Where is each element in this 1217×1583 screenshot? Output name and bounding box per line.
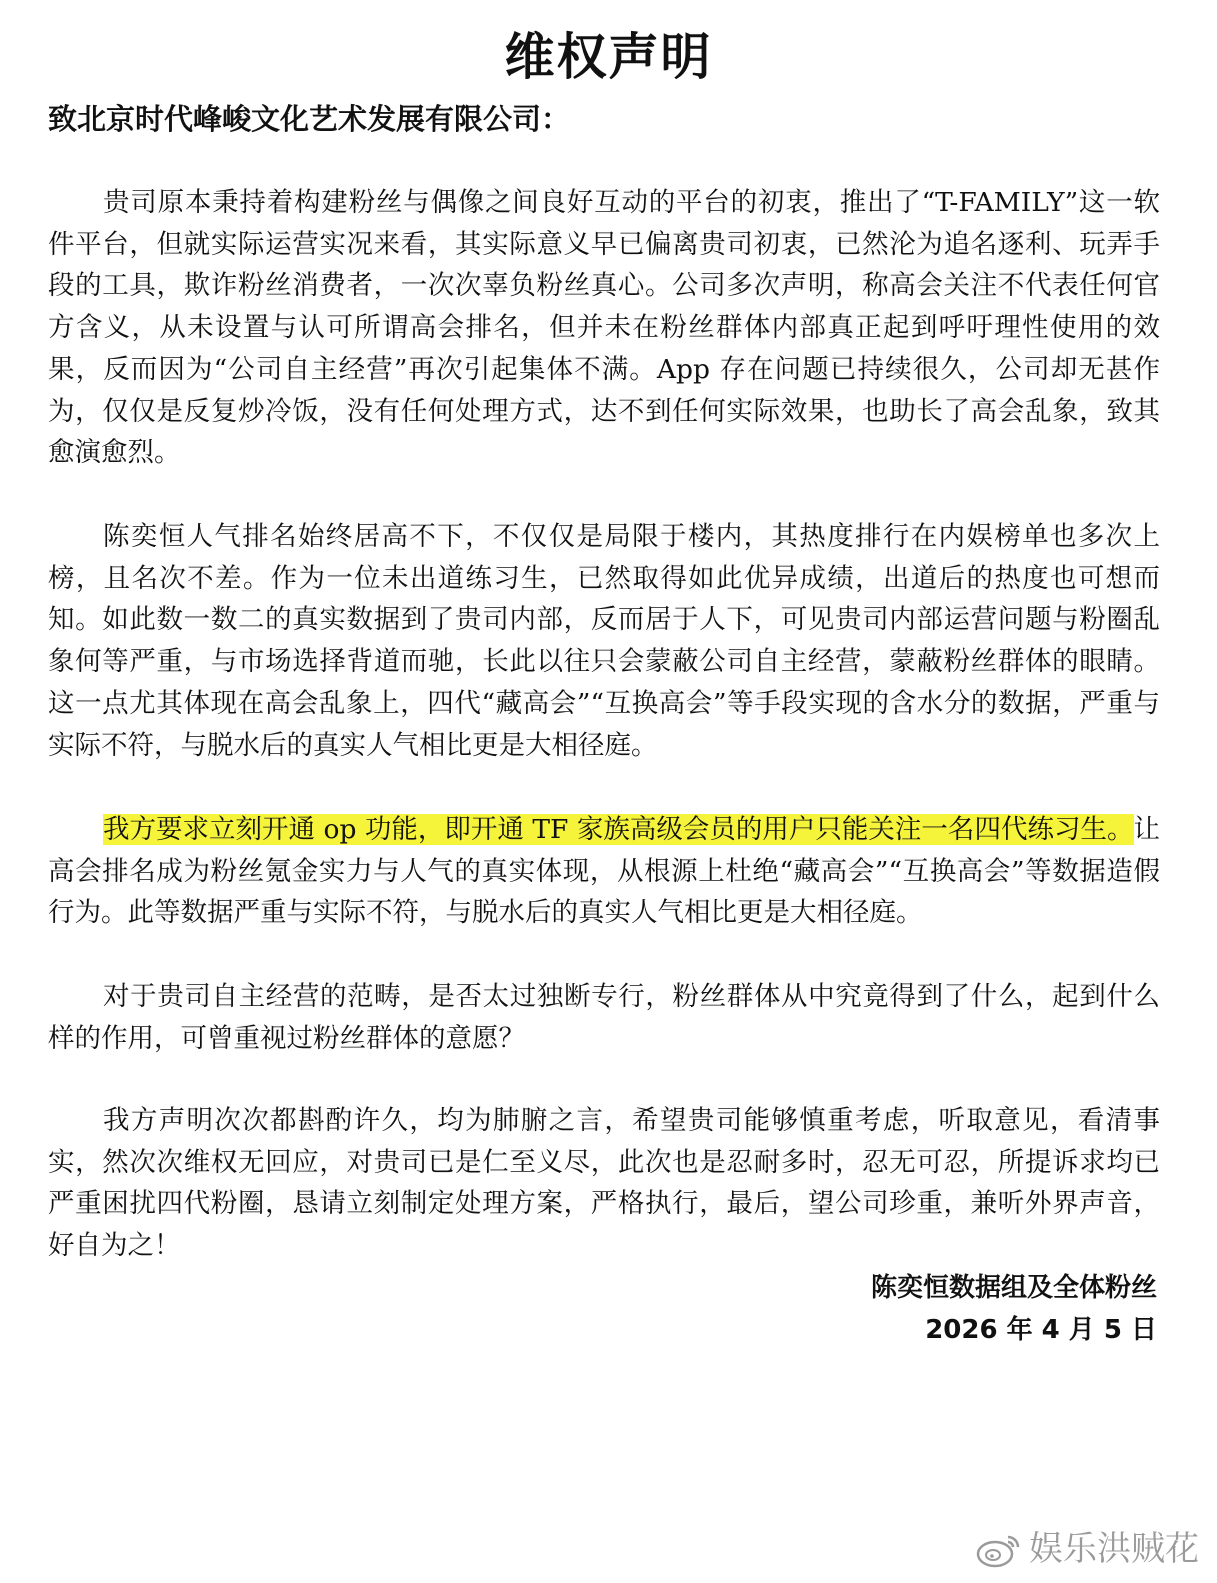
paragraph-demand xyxy=(48,809,1160,934)
watermark-text: 娱乐洪贼花 xyxy=(1029,1529,1199,1569)
demand-explanation: 让高会排名成为粉丝氪金实力与人气的真实体现，从根源上杜绝“藏高会”“互换高会”等数据造假行为。此等数据严重与实际不符，与脱水后的真实人气相比更是大相径庭。 xyxy=(48,814,1160,929)
document-title: 维权声明 xyxy=(504,28,713,86)
weibo-icon xyxy=(975,1529,1023,1569)
paragraph-4: 对于贵司自主经营的范畴，是否太过独断专行，粉丝群体从中究竟得到了什么，起到什么样的作用，可曾重视过粉丝群体的意愿？ xyxy=(48,981,1160,1054)
paragraph-5: 我方声明次次都斟酌许久，均为肺腑之言，希望贵司能够慎重考虑，听取意见，看清事实，然次次维权无回应，对贵司已是仁至义尽，此次也是忍耐多时，忍无可忍，所提诉求均已严重困扰四代粉圈，恳请立刻制定处理方案，严格执行，最后，望公司珍重，兼听外界声音，好自为之！ xyxy=(48,1105,1160,1262)
paragraph-2: 陈奕恒人气排名始终居高不下，不仅仅是局限于楼内，其热度排行在内娱榜单也多次上榜，且名次不差。作为一位未出道练习生，已然取得如此优异成绩，出道后的热度也可想而知。如此数一数二的真实数据到了贵司内部，反而居于人下，可见贵司内部运营问题与粉圈乱象何等严重，与市场选择背道而驰，长此以往只会蒙蔽公司自主经营，蒙蔽粉丝群体的眼睛。这一点尤其体现在高会乱象上，四代“藏高会”“互换高会”等手段实现的含水分的数据，严重与实际不符，与脱水后的真实人气相比更是大相径庭。 xyxy=(48,521,1160,761)
watermark xyxy=(975,1527,1199,1571)
addressee-line: 致北京时代峰峻文化艺术发展有限公司： xyxy=(48,102,571,136)
highlighted-demand: 我方要求立刻开通 op 功能，即开通 TF 家族高级会员的用户只能关注一名四代练习生。 xyxy=(103,814,1134,845)
paragraph-1: 贵司原本秉持着构建粉丝与偶像之间良好互动的平台的初衷，推出了“T-FAMILY”这一软件平台，但就实际运营实况来看，其实际意义早已偏离贵司初衷，已然沦为追名逐利、玩弄手段的工具，欺诈粉丝消费者，一次次辜负粉丝真心。公司多次声明，称高会关注不代表任何官方含义，从未设置与认可所谓高会排名，但并未在粉丝群体内部真正起到呼吁理性使用的效果，反而因为“公司自主经营”再次引起集体不满。App 存在问题已持续很久，公司却无甚作为，仅仅是反复炒冷饭，没有任何处理方式，达不到任何实际效果，也助长了高会乱象，致其愈演愈烈。 xyxy=(48,187,1160,469)
signature: 陈奕恒数据组及全体粉丝 xyxy=(870,1273,1157,1303)
signature-date: 2026 年 4 月 5 日 xyxy=(925,1315,1157,1345)
